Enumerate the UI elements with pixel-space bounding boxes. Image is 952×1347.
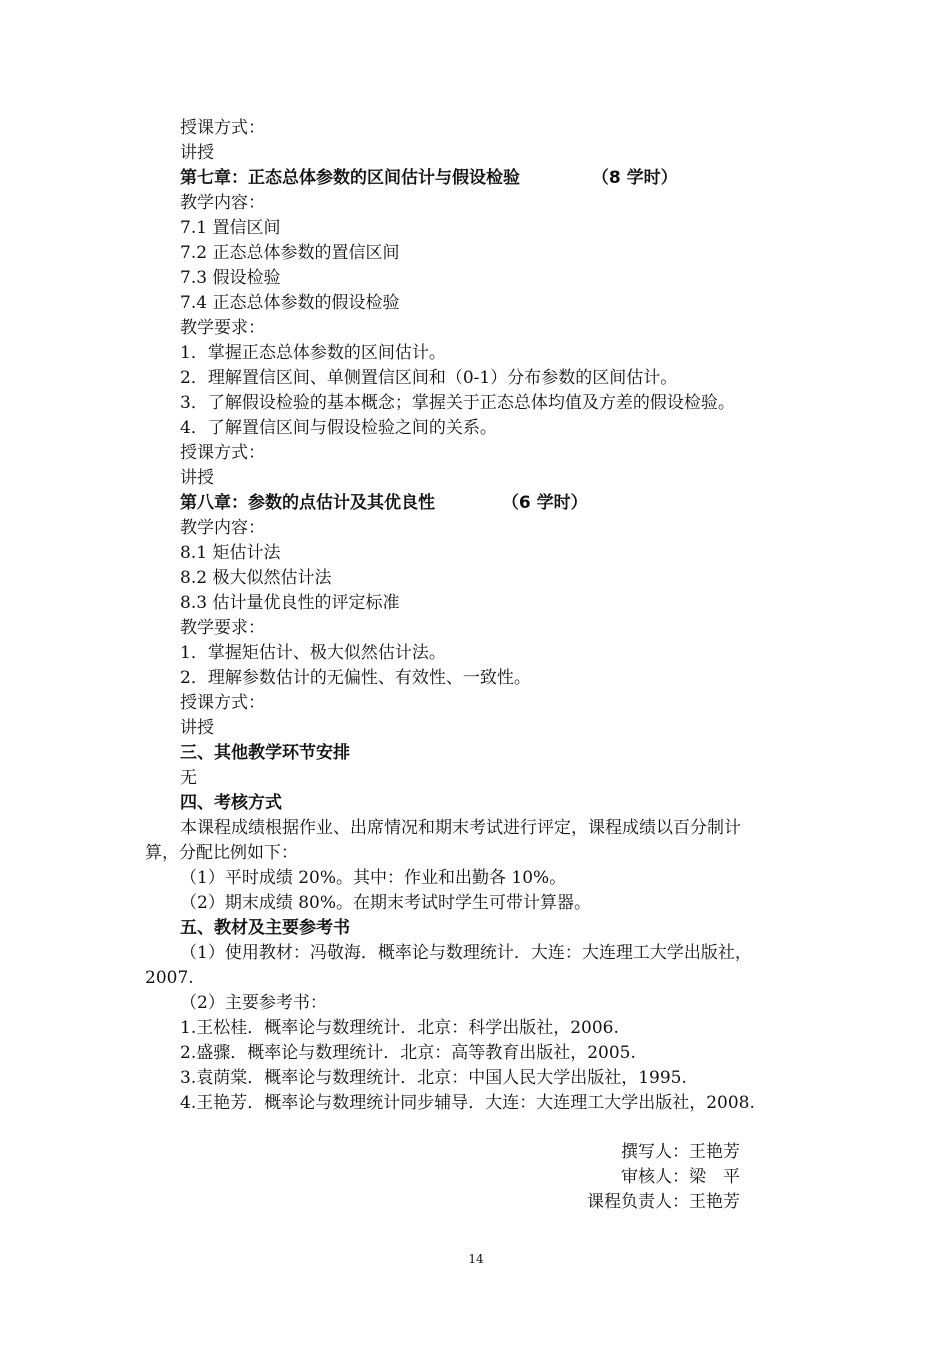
textbook-line: （1）使用教材：冯敬海．概率论与数理统计．大连：大连理工大学出版社， bbox=[180, 943, 752, 963]
textbook-line-cont: 2007. bbox=[145, 968, 194, 988]
page-number: 14 bbox=[468, 1252, 484, 1266]
ch7-item: 7.3 假设检验 bbox=[180, 268, 281, 288]
ch7-method: 讲授 bbox=[180, 468, 214, 488]
ch7-req: 3．了解假设检验的基本概念；掌握关于正态总体均值及方差的假设检验。 bbox=[180, 393, 735, 413]
ch8-req: 2．理解参数估计的无偏性、有效性、一致性。 bbox=[180, 668, 531, 688]
ch8-req: 1．掌握矩估计、极大似然估计法。 bbox=[180, 643, 446, 663]
ch8-item: 8.1 矩估计法 bbox=[180, 543, 281, 563]
chapter-8-title bbox=[180, 491, 588, 515]
ch8-item: 8.3 估计量优良性的评定标准 bbox=[180, 593, 400, 613]
ch8-method-label: 授课方式： bbox=[180, 693, 265, 713]
ch7-req: 1．掌握正态总体参数的区间估计。 bbox=[180, 343, 446, 363]
signature-writer: 撰写人：王艳芳 bbox=[621, 1142, 740, 1162]
reference-item: 3.袁荫棠．概率论与数理统计．北京：中国人民大学出版社，1995. bbox=[180, 1068, 687, 1088]
ch7-content-label: 教学内容： bbox=[180, 193, 265, 213]
ch8-item: 8.2 极大似然估计法 bbox=[180, 568, 332, 588]
ch7-item: 7.2 正态总体参数的置信区间 bbox=[180, 243, 400, 263]
chapter-8-hours: （6 学时） bbox=[501, 493, 588, 513]
section-4-item: （2）期末成绩 80%。在期末考试时学生可带计算器。 bbox=[180, 893, 592, 913]
ch8-req-label: 教学要求： bbox=[180, 618, 265, 638]
refs-label: （2）主要参考书： bbox=[180, 993, 327, 1013]
chapter-7-hours: （8 学时） bbox=[591, 168, 678, 188]
teach-method-label: 授课方式： bbox=[180, 118, 265, 138]
section-3-body: 无 bbox=[180, 768, 197, 788]
section-3-title: 三、其他教学环节安排 bbox=[180, 743, 350, 763]
reference-item: 1.王松桂．概率论与数理统计．北京：科学出版社，2006. bbox=[180, 1018, 619, 1038]
reference-item: 4.王艳芳．概率论与数理统计同步辅导．大连：大连理工大学出版社，2008. bbox=[180, 1093, 755, 1113]
ch7-method-label: 授课方式： bbox=[180, 443, 265, 463]
reference-item: 2.盛骤．概率论与数理统计．北京：高等教育出版社，2005. bbox=[180, 1043, 636, 1063]
chapter-7-title bbox=[180, 166, 678, 190]
section-4-body: 本课程成绩根据作业、出席情况和期末考试进行评定，课程成绩以百分制计 bbox=[180, 818, 741, 838]
chapter-7-title-text: 第七章：正态总体参数的区间估计与假设检验 bbox=[180, 168, 520, 188]
ch7-req: 4．了解置信区间与假设检验之间的关系。 bbox=[180, 418, 497, 438]
ch7-req: 2．理解置信区间、单侧置信区间和（0-1）分布参数的区间估计。 bbox=[180, 368, 678, 388]
section-4-item: （1）平时成绩 20%。其中：作业和出勤各 10%。 bbox=[180, 868, 567, 888]
ch7-req-label: 教学要求： bbox=[180, 318, 265, 338]
ch7-item: 7.4 正态总体参数的假设检验 bbox=[180, 293, 400, 313]
signature-reviewer: 审核人：梁 平 bbox=[621, 1167, 740, 1187]
section-4-body-cont: 算，分配比例如下： bbox=[145, 843, 298, 863]
ch8-content-label: 教学内容： bbox=[180, 518, 265, 538]
section-5-title: 五、教材及主要参考书 bbox=[180, 918, 350, 938]
signature-owner: 课程负责人：王艳芳 bbox=[587, 1192, 740, 1212]
teach-method: 讲授 bbox=[180, 143, 214, 163]
ch7-item: 7.1 置信区间 bbox=[180, 218, 281, 238]
chapter-8-title-text: 第八章：参数的点估计及其优良性 bbox=[180, 493, 435, 513]
section-4-title: 四、考核方式 bbox=[180, 793, 282, 813]
ch8-method: 讲授 bbox=[180, 718, 214, 738]
